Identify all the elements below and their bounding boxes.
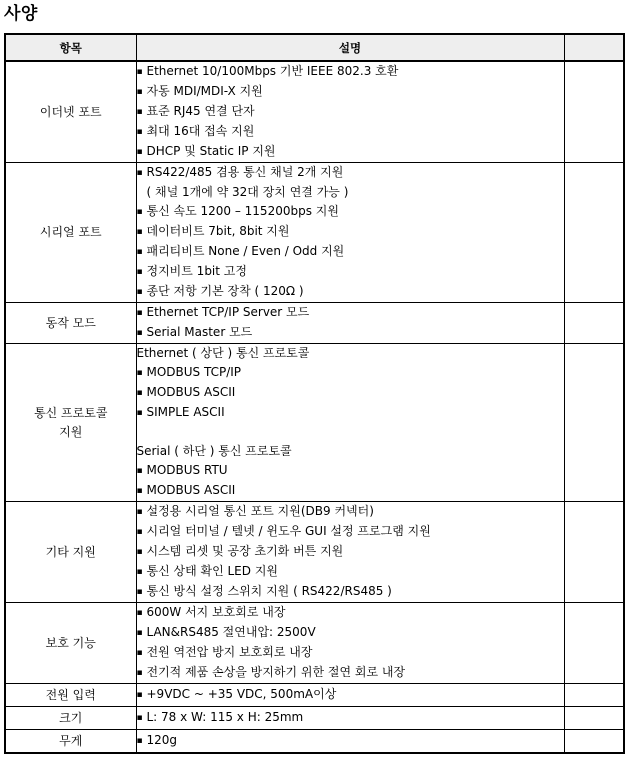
row-item-protocol-line1: 통신 프로토콜 <box>34 405 108 420</box>
row-item-power: 전원 입력 <box>5 684 136 707</box>
row-desc-protection <box>136 603 564 684</box>
list-item: ▪ MODBUS RTU <box>137 461 564 481</box>
list-item: ▪ 최대 16대 접속 지원 <box>137 122 564 142</box>
page-title: 사양 <box>4 4 38 24</box>
list-item: ▪ 데이터비트 7bit, 8bit 지원 <box>137 222 564 242</box>
row-extra <box>564 730 624 754</box>
list-item: ▪ MODBUS ASCII <box>137 481 564 501</box>
row-item-weight: 무게 <box>5 730 136 754</box>
table-row <box>5 502 624 603</box>
row-desc-ethernet <box>136 61 564 163</box>
list-item: ▪ 통신 속도 1200 – 115200bps 지원 <box>137 202 564 222</box>
list-item: ▪ +9VDC ~ +35 VDC, 500mA이상 <box>137 685 564 705</box>
list-item: ▪ 600W 서지 보호회로 내장 <box>137 603 564 623</box>
row-item-size: 크기 <box>5 707 136 730</box>
table-header-row <box>5 34 624 61</box>
list-item: ▪ 시스템 리셋 및 공장 초기화 버튼 지원 <box>137 542 564 562</box>
list-item: ▪ 120g <box>137 731 564 751</box>
list-item: ▪ DHCP 및 Static IP 지원 <box>137 142 564 162</box>
row-desc-protocol <box>136 344 564 502</box>
row-desc-size <box>136 707 564 730</box>
table-row <box>5 163 624 303</box>
row-item-protocol-line2: 지원 <box>59 424 83 439</box>
list-item: ▪ 통신 상태 확인 LED 지원 <box>137 562 564 582</box>
row-extra <box>564 344 624 502</box>
table-row <box>5 730 624 754</box>
table-row <box>5 61 624 163</box>
list-item: ▪ 통신 방식 설정 스위치 지원 ( RS422/RS485 ) <box>137 582 564 602</box>
row-extra <box>564 303 624 344</box>
list-item: ▪ 전원 역전압 방지 보호회로 내장 <box>137 643 564 663</box>
row-desc-mode <box>136 303 564 344</box>
list-item: ▪ 패리티비트 None / Even / Odd 지원 <box>137 242 564 262</box>
row-item-other: 기타 지원 <box>5 502 136 603</box>
row-item-protocol <box>5 344 136 502</box>
list-item: ▪ RS422/485 겸용 통신 채널 2개 지원 <box>137 163 564 183</box>
row-item-mode: 동작 모드 <box>5 303 136 344</box>
row-extra <box>564 61 624 163</box>
list-item: ▪ MODBUS TCP/IP <box>137 363 564 383</box>
spacer <box>137 423 564 442</box>
table-row <box>5 303 624 344</box>
list-item: ▪ Serial Master 모드 <box>137 323 564 343</box>
table-row <box>5 603 624 684</box>
list-item: ▪ 설정용 시리얼 통신 포트 지원(DB9 커넥터) <box>137 502 564 522</box>
list-item: ▪ 시리얼 터미널 / 텔넷 / 윈도우 GUI 설정 프로그램 지원 <box>137 522 564 542</box>
list-item: ▪ LAN&RS485 절연내압: 2500V <box>137 623 564 643</box>
list-item: ▪ Ethernet TCP/IP Server 모드 <box>137 303 564 323</box>
row-item-protection: 보호 기능 <box>5 603 136 684</box>
row-extra <box>564 502 624 603</box>
row-item-serial: 시리얼 포트 <box>5 163 136 303</box>
list-item-note: ( 채널 1개에 약 32대 장치 연결 가능 ) <box>146 185 349 199</box>
row-extra <box>564 684 624 707</box>
list-item: ▪ 정지비트 1bit 고정 <box>137 262 564 282</box>
list-item: ▪ 표준 RJ45 연결 단자 <box>137 102 564 122</box>
section-title-ethernet: Ethernet ( 상단 ) 통신 프로토콜 <box>136 346 310 360</box>
row-extra <box>564 163 624 303</box>
row-desc-weight <box>136 730 564 754</box>
row-extra <box>564 707 624 730</box>
spec-table <box>4 33 625 754</box>
row-extra <box>564 603 624 684</box>
section-title-serial: Serial ( 하단 ) 통신 프로토콜 <box>136 444 292 458</box>
row-desc-serial <box>136 163 564 303</box>
list-item: ▪ 종단 저항 기본 장착 ( 120Ω ) <box>137 282 564 302</box>
list-item: ▪ 자동 MDI/MDI-X 지원 <box>137 82 564 102</box>
table-row <box>5 707 624 730</box>
row-desc-other <box>136 502 564 603</box>
list-item: ▪ MODBUS ASCII <box>137 383 564 403</box>
table-row <box>5 344 624 502</box>
header-extra <box>564 34 624 61</box>
header-item: 항목 <box>5 34 136 61</box>
list-item: ▪ 전기적 제품 손상을 방지하기 위한 절연 회로 내장 <box>137 663 564 683</box>
list-item: ▪ L: 78 x W: 115 x H: 25mm <box>137 708 564 728</box>
row-item-ethernet: 이더넷 포트 <box>5 61 136 163</box>
table-row <box>5 684 624 707</box>
row-desc-power <box>136 684 564 707</box>
header-description: 설명 <box>136 34 564 61</box>
list-item: ▪ SIMPLE ASCII <box>137 403 564 423</box>
list-item: ▪ Ethernet 10/100Mbps 기반 IEEE 802.3 호환 <box>137 62 564 82</box>
